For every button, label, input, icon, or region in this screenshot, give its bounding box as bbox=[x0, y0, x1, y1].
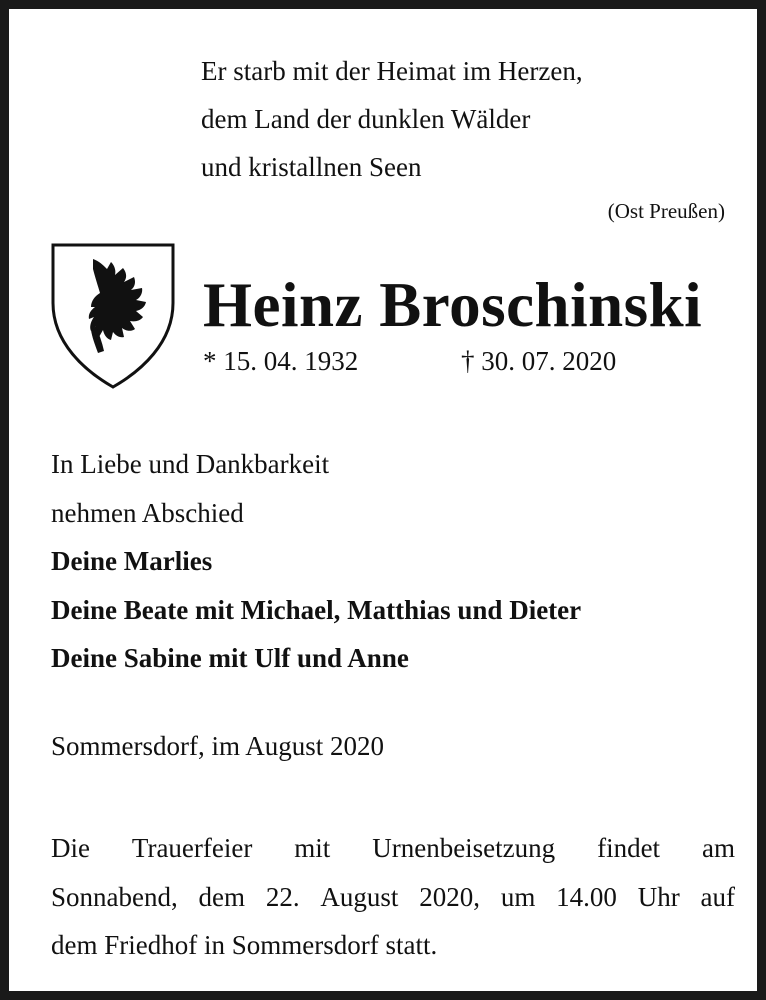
origin-region: (Ost Preußen) bbox=[607, 199, 725, 223]
deceased-name: Heinz Broschinski bbox=[203, 270, 703, 340]
ceremony-word: Sonnabend, bbox=[51, 881, 178, 912]
farewell-section bbox=[51, 440, 581, 683]
ceremony-word: 2020, bbox=[419, 881, 480, 912]
ceremony-word: 14.00 bbox=[556, 881, 617, 912]
motto-verse bbox=[201, 47, 583, 191]
ceremony-line bbox=[51, 824, 735, 873]
motto-line: dem Land der dunklen Wälder bbox=[201, 104, 531, 134]
birth-date: * 15. 04. 1932 bbox=[203, 346, 359, 376]
ceremony-word: Urnenbeisetzung bbox=[372, 833, 556, 863]
ceremony-word: um bbox=[500, 881, 536, 912]
ceremony-line: dem Friedhof in Sommersdorf statt. bbox=[51, 930, 438, 960]
ceremony-word: auf bbox=[700, 881, 735, 912]
ceremony-word: findet bbox=[597, 833, 661, 863]
mourner-line: Deine Sabine mit Ulf und Anne bbox=[51, 643, 409, 673]
ceremony-word: Uhr bbox=[637, 881, 680, 912]
ceremony-word: mit bbox=[294, 833, 331, 863]
ceremony-line bbox=[51, 873, 735, 922]
ceremony-word: am bbox=[701, 833, 735, 863]
ceremony-word: Die bbox=[51, 833, 90, 863]
ceremony-word: dem bbox=[198, 881, 246, 912]
farewell-line: nehmen Abschied bbox=[51, 497, 244, 528]
place-and-date: Sommersdorf, im August 2020 bbox=[51, 731, 385, 761]
mourner-line: Deine Beate mit Michael, Matthias und Dieter bbox=[51, 594, 582, 625]
ceremony-announcement bbox=[51, 824, 735, 970]
ceremony-word: Trauerfeier bbox=[131, 833, 253, 863]
farewell-line: In Liebe und Dankbarkeit bbox=[51, 449, 330, 479]
motto-line: und kristallnen Seen bbox=[201, 152, 422, 182]
ceremony-word: August bbox=[320, 881, 399, 912]
ceremony-word: 22. bbox=[265, 881, 300, 912]
motto-line: Er starb mit der Heimat im Herzen, bbox=[201, 56, 583, 86]
death-date: † 30. 07. 2020 bbox=[461, 346, 617, 376]
mourner-line: Deine Marlies bbox=[51, 546, 213, 576]
elk-antler-coat-of-arms-icon bbox=[49, 241, 177, 391]
